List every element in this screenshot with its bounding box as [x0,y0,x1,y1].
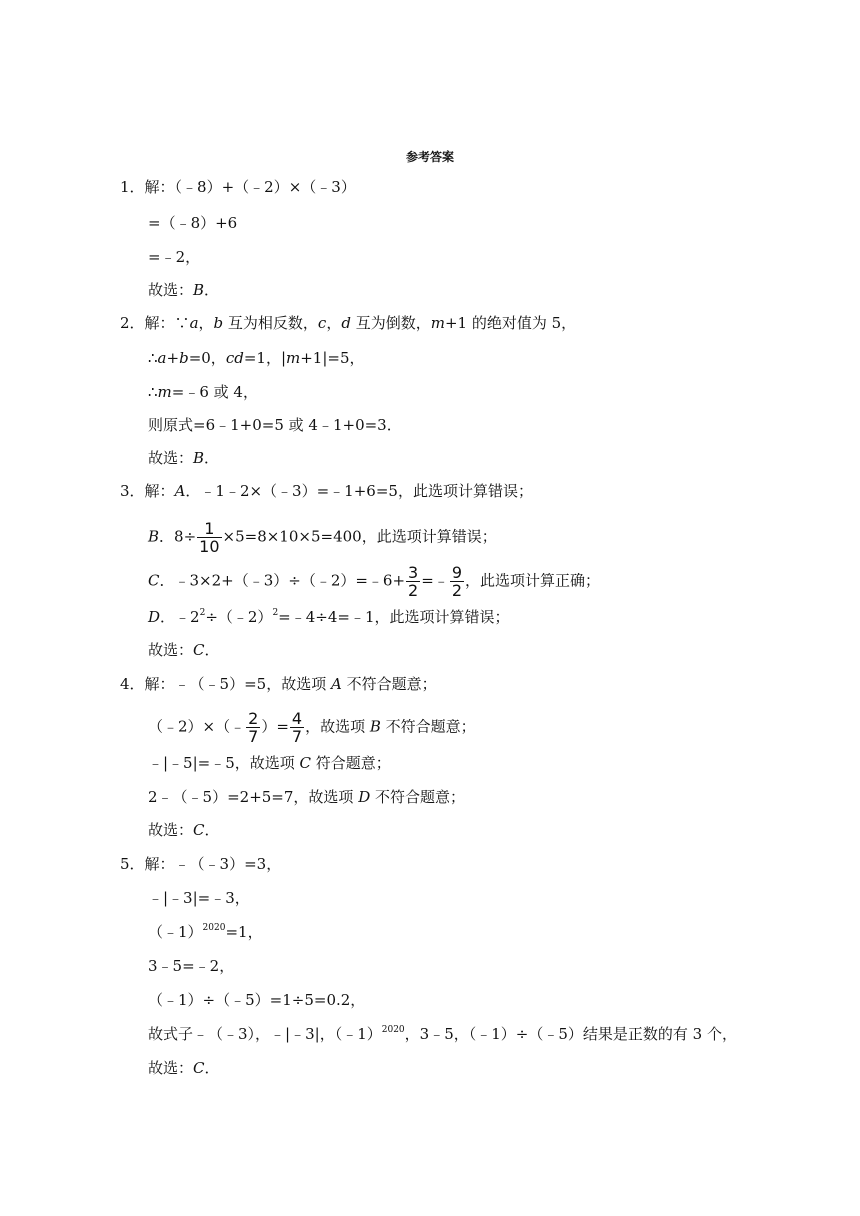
fraction: $\frac{1}{10}$ [199,519,220,556]
q4-answer: 故选：C． [148,821,220,839]
q5-number: 5． [120,855,145,873]
q5-line-1: 5．解：﹣（﹣3）=3， [120,855,282,873]
q3-answer: 故选：C． [148,641,220,659]
q2-line-3: ∴m=﹣6 或 4， [148,383,258,401]
q3-line-3: C．﹣3×2+（﹣3）÷（﹣2）=﹣6+ $\frac{3}{2}$ =﹣ $\frac{9}{2}$ ，此选项计算正确； [148,563,601,600]
q3-line-4: D．$﹣2^2\div(﹣2)^2=﹣4\div 4=﹣1$，此选项计算错误； [148,608,510,626]
fraction: $\frac{2}{7}$ [248,709,259,746]
q4-line-2: （﹣2）×（﹣ $\frac{2}{7}$ ）= $\frac{4}{7}$ ，故选项 B 不符合题意； [148,709,476,746]
q2-answer: 故选：B． [148,449,220,467]
q2-line-1: 2．解：∵a，b 互为相反数，c，d 互为倒数，m+1 的绝对值为 5， [120,314,577,332]
q5-line-5: （﹣1）÷（﹣5）=1÷5=0.2， [148,991,366,1009]
q1-answer: 故选：B． [148,281,220,299]
q1-line-2: =（﹣8）+6 [148,214,238,232]
q3-line-1: 3．解：A．﹣1﹣2×（﹣3）=﹣1+6=5，此选项计算错误； [120,482,533,500]
fraction: $\frac{4}{7}$ [291,709,303,746]
q1-number: 1． [120,178,145,196]
q4-number: 4． [120,675,145,693]
q4-line-3: ﹣|﹣5|=﹣5，故选项 C 符合题意； [148,754,391,772]
q3-number: 3． [120,482,145,500]
q5-line-4: 3﹣5=﹣2， [148,957,235,975]
q5-line-6: 故式子﹣（﹣3），﹣|﹣3|，（﹣1）$^{2020}$，3﹣5，（﹣1）÷（﹣5）结果是正数的有 3 个， [148,1025,737,1043]
q5-line-3: （﹣1）$^{2020}$=1， [148,923,263,941]
q2-line-4: 则原式=6﹣1+0=5 或 4﹣1+0=3． [148,416,402,434]
q5-line-2: ﹣|﹣3|=﹣3， [148,889,250,907]
q2-line-2: ∴a+b=0，cd=1，|m+1|=5， [148,349,365,367]
q1-line-1: 1．解：（﹣8）+（﹣2）×（﹣3） [120,178,356,196]
fraction: $\frac{3}{2}$ [408,563,419,600]
page-title: 参考答案 [405,150,454,164]
q1-line-3: =﹣2， [148,248,201,266]
q4-line-1: 4．解：﹣（﹣5）=5，故选项 A 不符合题意； [120,675,437,693]
q5-answer: 故选：C． [148,1059,220,1077]
fraction: $\frac{9}{2}$ [451,563,462,600]
q2-number: 2． [120,314,145,332]
q4-line-4: 2﹣（﹣5）=2+5=7，故选项 D 不符合题意； [148,788,466,806]
q3-line-2: B．8÷ $\frac{1}{10}$ ×5=8×10×5=400，此选项计算错误； [148,519,497,556]
